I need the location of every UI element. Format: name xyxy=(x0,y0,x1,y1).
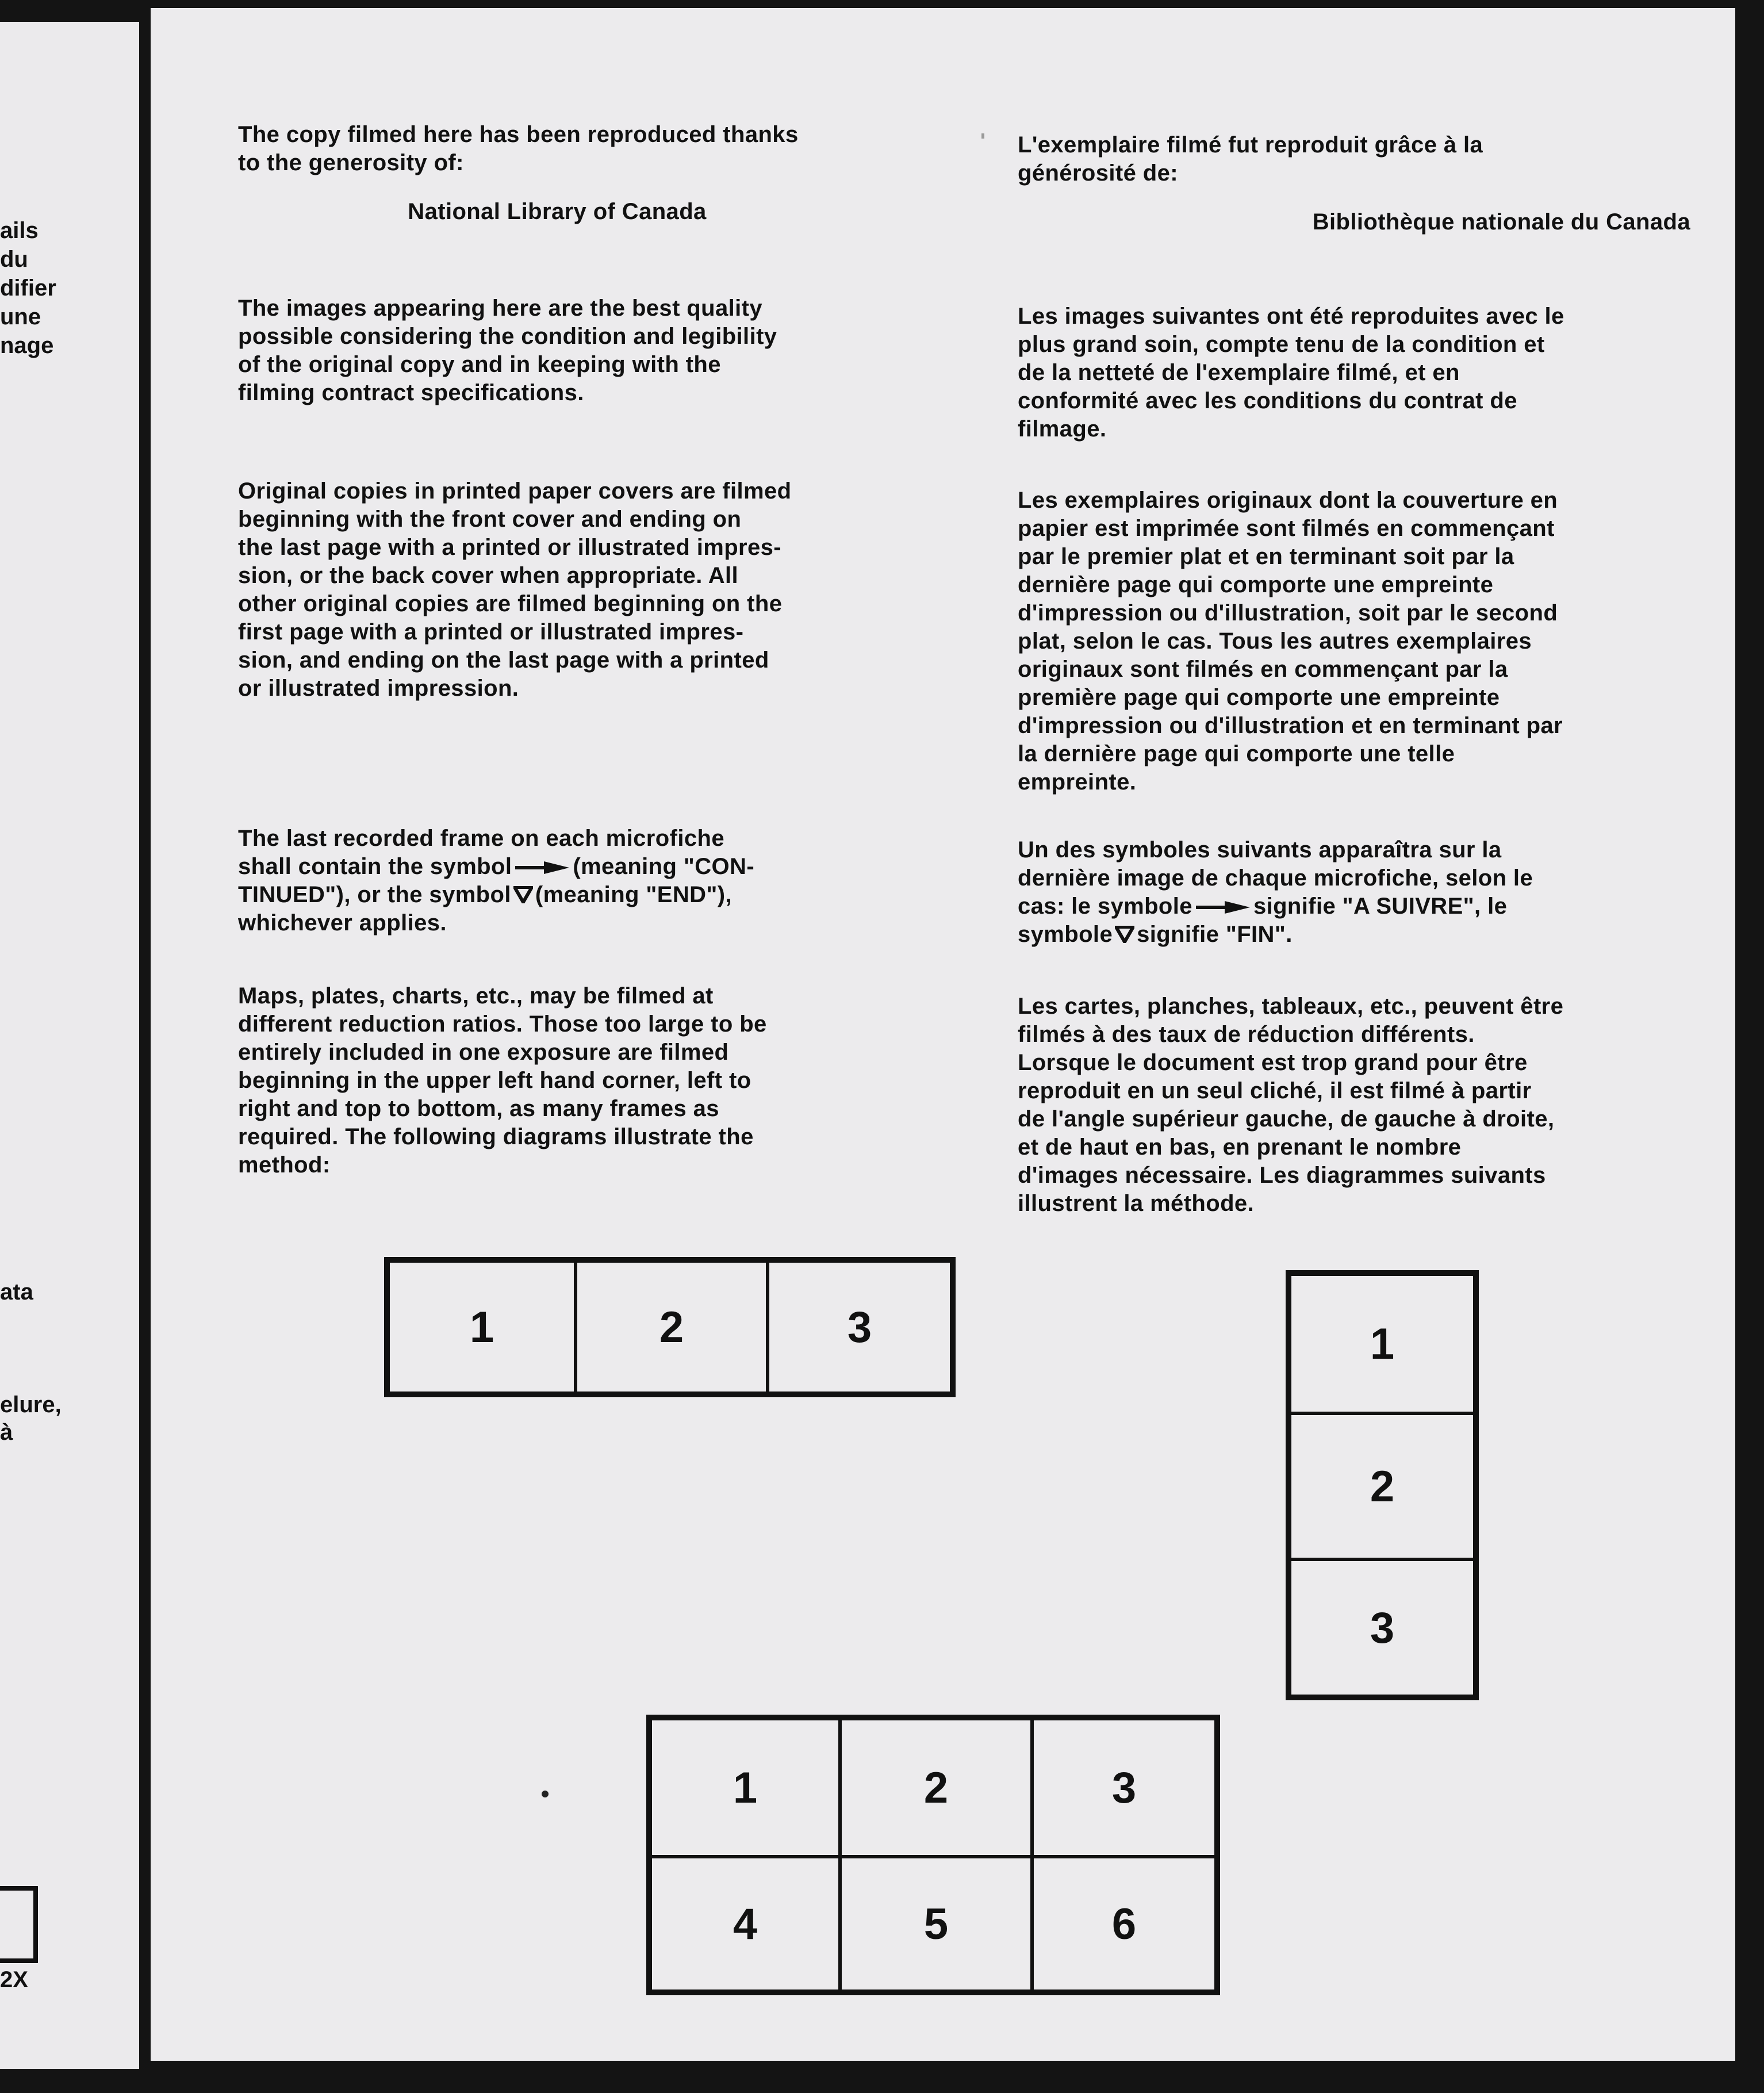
text-line: Lorsque le document est trop grand pour être xyxy=(1018,1050,1528,1075)
text-line: de l'angle supérieur gauche, de gauche à droite, xyxy=(1018,1106,1555,1132)
sliver-fragment: du xyxy=(0,247,28,272)
text-line xyxy=(1018,892,1690,921)
text-fragment: (meaning "CON- xyxy=(573,854,755,879)
text-fragment: TINUED"), or the symbol xyxy=(238,882,511,907)
frame-cell: 6 xyxy=(1032,1857,1216,1991)
sliver-fragment: difier xyxy=(0,275,56,301)
text-line: The last recorded frame on each microfiche xyxy=(238,826,724,851)
text-line: dernière page qui comporte une empreinte xyxy=(1018,572,1494,597)
text-line: beginning in the upper left hand corner, left to xyxy=(238,1068,751,1093)
text-line: générosité de: xyxy=(1018,160,1178,186)
text-line xyxy=(1018,921,1690,949)
arrow-right-icon xyxy=(515,861,569,874)
text-line: sion, and ending on the last page with a printed xyxy=(238,647,769,673)
text-line: d'impression ou d'illustration, soit par le second xyxy=(1018,600,1558,626)
frame-cell: 5 xyxy=(840,1857,1032,1991)
symbols-paragraph-fr xyxy=(1018,836,1690,949)
text-line: different reduction ratios. Those too large to be xyxy=(238,1011,767,1037)
sliver-fragment: 2X xyxy=(0,1967,28,1992)
text-line: Les cartes, planches, tableaux, etc., peuvent être xyxy=(1018,994,1564,1019)
quality-paragraph-fr xyxy=(1018,302,1690,443)
text-line: reproduit en un seul cliché, il est filmé à partir xyxy=(1018,1078,1532,1103)
text-line: illustrent la méthode. xyxy=(1018,1191,1255,1216)
text-line: Les exemplaires originaux dont la couverture en xyxy=(1018,488,1558,513)
text-line: et de haut en bas, en prenant le nombre xyxy=(1018,1134,1462,1160)
text-line: method: xyxy=(238,1152,331,1178)
frame-cell: 1 xyxy=(388,1261,576,1393)
text-line: plus grand soin, compte tenu de la condition et xyxy=(1018,332,1545,357)
text-line: Original copies in printed paper covers are filmed xyxy=(238,478,792,504)
text-line: sion, or the back cover when appropriate. All xyxy=(238,563,739,588)
sliver-box-fragment xyxy=(0,1886,38,1963)
institution-name-en: National Library of Canada xyxy=(408,199,707,224)
text-fragment: symbole xyxy=(1018,922,1113,947)
text-line: la dernière page qui comporte une telle xyxy=(1018,741,1455,766)
arrow-right-icon xyxy=(1196,901,1250,914)
frame-cell: 1 xyxy=(650,1719,840,1857)
triangle-down-icon xyxy=(513,886,533,903)
text-fragment: shall contain the symbol xyxy=(238,854,512,879)
text-line: filming contract specifications. xyxy=(238,380,584,405)
text-line: filmés à des taux de réduction différents. xyxy=(1018,1022,1475,1047)
quality-paragraph-en xyxy=(238,294,876,407)
text-line: plat, selon le cas. Tous les autres exemplaires xyxy=(1018,628,1532,654)
text-line xyxy=(238,853,876,881)
originals-paragraph-en xyxy=(238,477,876,703)
text-line: beginning with the front cover and ending on xyxy=(238,507,742,532)
sliver-fragment: nage xyxy=(0,333,54,358)
text-line: empreinte. xyxy=(1018,769,1137,795)
sliver-fragment: une xyxy=(0,304,41,329)
symbols-paragraph-en xyxy=(238,825,876,937)
text-line: The copy filmed here has been reproduced thanks xyxy=(238,122,799,147)
credit-paragraph-fr xyxy=(1018,131,1690,187)
maps-paragraph-fr xyxy=(1018,992,1690,1218)
triangle-down-icon xyxy=(1115,926,1134,943)
frame-cell: 4 xyxy=(650,1857,840,1991)
text-line: dernière image de chaque microfiche, selon le xyxy=(1018,865,1533,891)
text-line: whichever applies. xyxy=(238,910,447,936)
diagram-grid-frames xyxy=(646,1715,1220,1995)
text-line: entirely included in one exposure are filmed xyxy=(238,1040,729,1065)
diagram-horizontal-frames xyxy=(384,1257,956,1397)
text-fragment: signifie "FIN". xyxy=(1137,922,1293,947)
microfiche-target-page xyxy=(151,8,1735,2061)
text-line: required. The following diagrams illustrate the xyxy=(238,1124,754,1149)
text-fragment: signifie "A SUIVRE", le xyxy=(1253,894,1508,919)
dust-speck xyxy=(981,133,984,139)
text-line: of the original copy and in keeping with the xyxy=(238,352,721,377)
text-line: possible considering the condition and legibility xyxy=(238,324,777,349)
text-line: papier est imprimée sont filmés en commençant xyxy=(1018,516,1555,541)
credit-paragraph-en xyxy=(238,121,876,177)
text-line: the last page with a printed or illustrated impres- xyxy=(238,535,782,560)
text-line: Maps, plates, charts, etc., may be filmed at xyxy=(238,983,714,1009)
institution-name-fr: Bibliothèque nationale du Canada xyxy=(1312,209,1690,235)
text-fragment: (meaning "END"), xyxy=(535,882,732,907)
frame-cell: 1 xyxy=(1290,1274,1475,1413)
frame-cell: 3 xyxy=(1290,1559,1475,1696)
text-line: other original copies are filmed beginning on the xyxy=(238,591,783,616)
text-line: Un des symboles suivants apparaîtra sur la xyxy=(1018,837,1502,862)
text-line: L'exemplaire filmé fut reproduit grâce à la xyxy=(1018,132,1483,158)
sliver-fragment: elure, xyxy=(0,1392,62,1417)
frame-cell: 2 xyxy=(840,1719,1032,1857)
maps-paragraph-en xyxy=(238,982,876,1179)
text-line: d'impression ou d'illustration et en terminant par xyxy=(1018,713,1563,738)
text-line: Les images suivantes ont été reproduites avec le xyxy=(1018,304,1564,329)
diagram-vertical-frames xyxy=(1286,1270,1479,1700)
text-line: originaux sont filmés en commençant par la xyxy=(1018,657,1508,682)
frame-cell: 2 xyxy=(1290,1413,1475,1559)
originals-paragraph-fr xyxy=(1018,486,1690,796)
frame-cell: 2 xyxy=(576,1261,768,1393)
text-line: conformité avec les conditions du contrat de xyxy=(1018,388,1517,413)
sliver-fragment: ails xyxy=(0,218,39,243)
sliver-fragment: à xyxy=(0,1420,13,1445)
text-line xyxy=(238,881,876,909)
frame-cell: 3 xyxy=(768,1261,952,1393)
frame-cell: 3 xyxy=(1032,1719,1216,1857)
dust-speck xyxy=(542,1791,549,1797)
text-line: par le premier plat et en terminant soit par la xyxy=(1018,544,1514,569)
text-line: to the generosity of: xyxy=(238,150,464,175)
text-line: first page with a printed or illustrated impres- xyxy=(238,619,744,645)
text-line: filmage. xyxy=(1018,416,1107,442)
text-line: première page qui comporte une empreinte xyxy=(1018,685,1500,710)
text-line: right and top to bottom, as many frames as xyxy=(238,1096,719,1121)
text-line: or illustrated impression. xyxy=(238,676,519,701)
text-line: d'images nécessaire. Les diagrammes suivants xyxy=(1018,1163,1546,1188)
text-line: de la netteté de l'exemplaire filmé, et en xyxy=(1018,360,1460,385)
sliver-fragment: ata xyxy=(0,1279,33,1305)
text-line: The images appearing here are the best quality xyxy=(238,296,763,321)
adjacent-page-sliver xyxy=(0,22,139,2069)
text-fragment: cas: le symbole xyxy=(1018,894,1192,919)
